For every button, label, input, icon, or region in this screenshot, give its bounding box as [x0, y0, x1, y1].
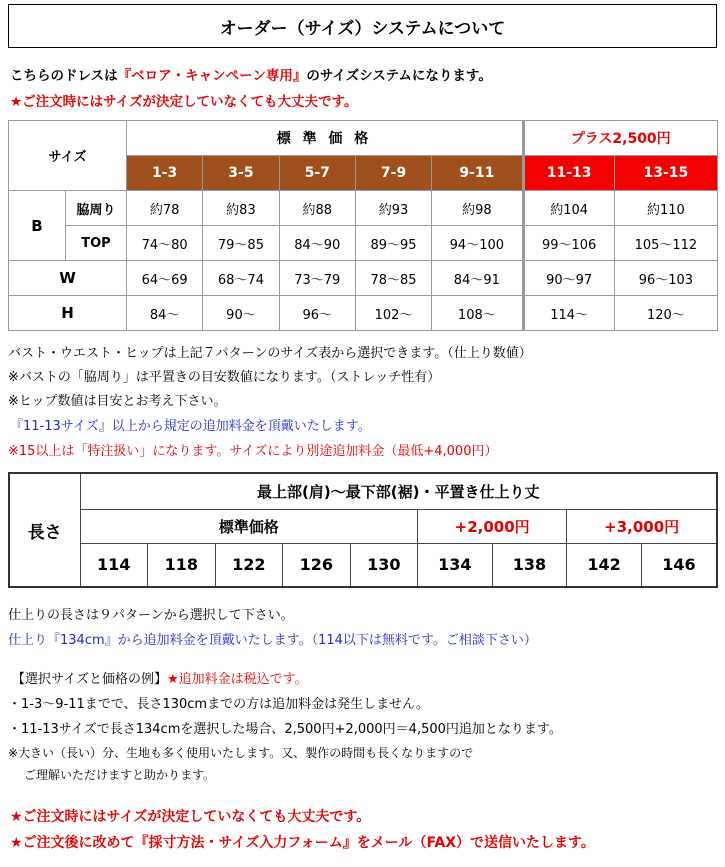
waki-cell: 約98 — [432, 191, 523, 226]
size-7-9: 7-9 — [355, 156, 431, 191]
waki-cell: 約83 — [203, 191, 279, 226]
example-heading-text: 【選択サイズと価格の例】 — [12, 672, 167, 687]
intro-line-2: ★ご注文時にはサイズが決定していなくても大丈夫です。 — [10, 94, 358, 110]
waist-cell: 96～103 — [614, 261, 717, 296]
size-9-11: 9-11 — [432, 156, 523, 191]
standard-price-header: 標 準 価 格 — [127, 121, 524, 156]
length-value: 142 — [567, 543, 642, 587]
intro-text-pre: こちらのドレスは — [10, 68, 118, 84]
length-table — [8, 472, 718, 588]
waist-cell: 73～79 — [279, 261, 355, 296]
length-header: 最上部(肩)～最下部(裾)・平置き仕上り丈 — [80, 473, 717, 509]
length-value: 118 — [148, 543, 216, 587]
top-cell: 84～90 — [279, 226, 355, 261]
size-5-7: 5-7 — [279, 156, 355, 191]
hip-cell: 84～ — [127, 296, 203, 331]
intro-line-1 — [10, 64, 492, 84]
waki-cell: 約104 — [523, 191, 614, 226]
size-note-special-order: ※15以上は「特注扱い」になります。サイズにより別途追加料金（最低+4,000円） — [8, 444, 498, 459]
hip-cell: 120～ — [614, 296, 717, 331]
top-cell: 99～106 — [523, 226, 614, 261]
bottom-note-1: ★ご注文時にはサイズが決定していなくても大丈夫です。 — [10, 809, 371, 825]
fabric-note-cont: ご理解いただけますと助かります。 — [24, 768, 216, 782]
example-heading — [12, 668, 308, 687]
length-plus-3000: +3,000円 — [567, 509, 717, 543]
length-value: 146 — [641, 543, 717, 587]
size-note: バスト・ウエスト・ヒップは上記７パターンのサイズ表から選択できます。（仕上り数値） — [8, 346, 532, 361]
top-label: TOP — [66, 226, 127, 261]
top-cell: 89～95 — [355, 226, 431, 261]
size-13-15: 13-15 — [614, 156, 717, 191]
waist-cell: 68～74 — [203, 261, 279, 296]
size-table — [8, 120, 718, 331]
fabric-note: ※大きい（長い）分、生地も多く使用いたします。又、製作の時間も長くなりますので — [8, 746, 474, 760]
length-plus-2000: +2,000円 — [418, 509, 567, 543]
top-cell: 74～80 — [127, 226, 203, 261]
size-note: ※バストの「脇周り」は平置きの目安数値になります。（ストレッチ性有） — [8, 370, 441, 385]
hip-cell: 108～ — [432, 296, 523, 331]
size-3-5: 3-5 — [203, 156, 279, 191]
waki-label: 脇周り — [66, 191, 127, 226]
intro-text-post: のサイズシステムになります。 — [306, 68, 492, 84]
hip-cell: 102～ — [355, 296, 431, 331]
length-standard-price: 標準価格 — [80, 509, 418, 543]
size-11-13: 11-13 — [523, 156, 614, 191]
length-side-label: 長さ — [9, 473, 80, 587]
size-corner-label: サイズ — [9, 121, 127, 191]
length-note: 仕上りの長さは９パターンから選択して下さい。 — [8, 608, 294, 623]
waist-cell: 84～91 — [432, 261, 523, 296]
waist-label: W — [9, 261, 127, 296]
length-value: 134 — [418, 543, 493, 587]
length-value: 130 — [350, 543, 418, 587]
length-value: 126 — [283, 543, 351, 587]
campaign-name: 『ベロア・キャンペーン専用』 — [117, 68, 307, 84]
top-cell: 94～100 — [432, 226, 523, 261]
waki-cell: 約93 — [355, 191, 431, 226]
waki-cell: 約78 — [127, 191, 203, 226]
size-note: ※ヒップ数値は目安とお考え下さい。 — [8, 394, 227, 409]
waki-cell: 約110 — [614, 191, 717, 226]
top-cell: 79～85 — [203, 226, 279, 261]
waist-cell: 64～69 — [127, 261, 203, 296]
example-line: ・11-13サイズで長さ134cmを選択した場合、2,500円+2,000円＝4,500円追加となります。 — [8, 722, 562, 737]
top-cell: 105～112 — [614, 226, 717, 261]
page-title: オーダー（サイズ）システムについて — [8, 4, 717, 48]
length-note-extra-fee: 仕上り『134cm』から追加料金を頂戴いたします。（114以下は無料です。ご相談下さい） — [8, 633, 537, 648]
waist-cell: 78～85 — [355, 261, 431, 296]
waist-cell: 90～97 — [523, 261, 614, 296]
hip-cell: 114～ — [523, 296, 614, 331]
length-value: 138 — [492, 543, 567, 587]
bottom-note-2: ★ご注文後に改めて『採寸方法・サイズ入力フォーム』をメール（FAX）で送信いたします。 — [10, 835, 595, 851]
bust-label: B — [9, 191, 66, 261]
length-value: 114 — [80, 543, 148, 587]
hip-cell: 90～ — [203, 296, 279, 331]
size-note-extra-fee: 『11-13サイズ』以上から規定の追加料金を頂戴いたします。 — [10, 419, 371, 434]
waki-cell: 約88 — [279, 191, 355, 226]
plus-price-header: プラス2,500円 — [523, 121, 718, 156]
example-line: ・1-3～9-11までで、長さ130cmまでの方は追加料金は発生しません。 — [8, 697, 429, 712]
hip-label: H — [9, 296, 127, 331]
hip-cell: 96～ — [279, 296, 355, 331]
tax-included-note: ★追加料金は税込です。 — [166, 672, 308, 687]
size-1-3: 1-3 — [127, 156, 203, 191]
length-value: 122 — [215, 543, 283, 587]
